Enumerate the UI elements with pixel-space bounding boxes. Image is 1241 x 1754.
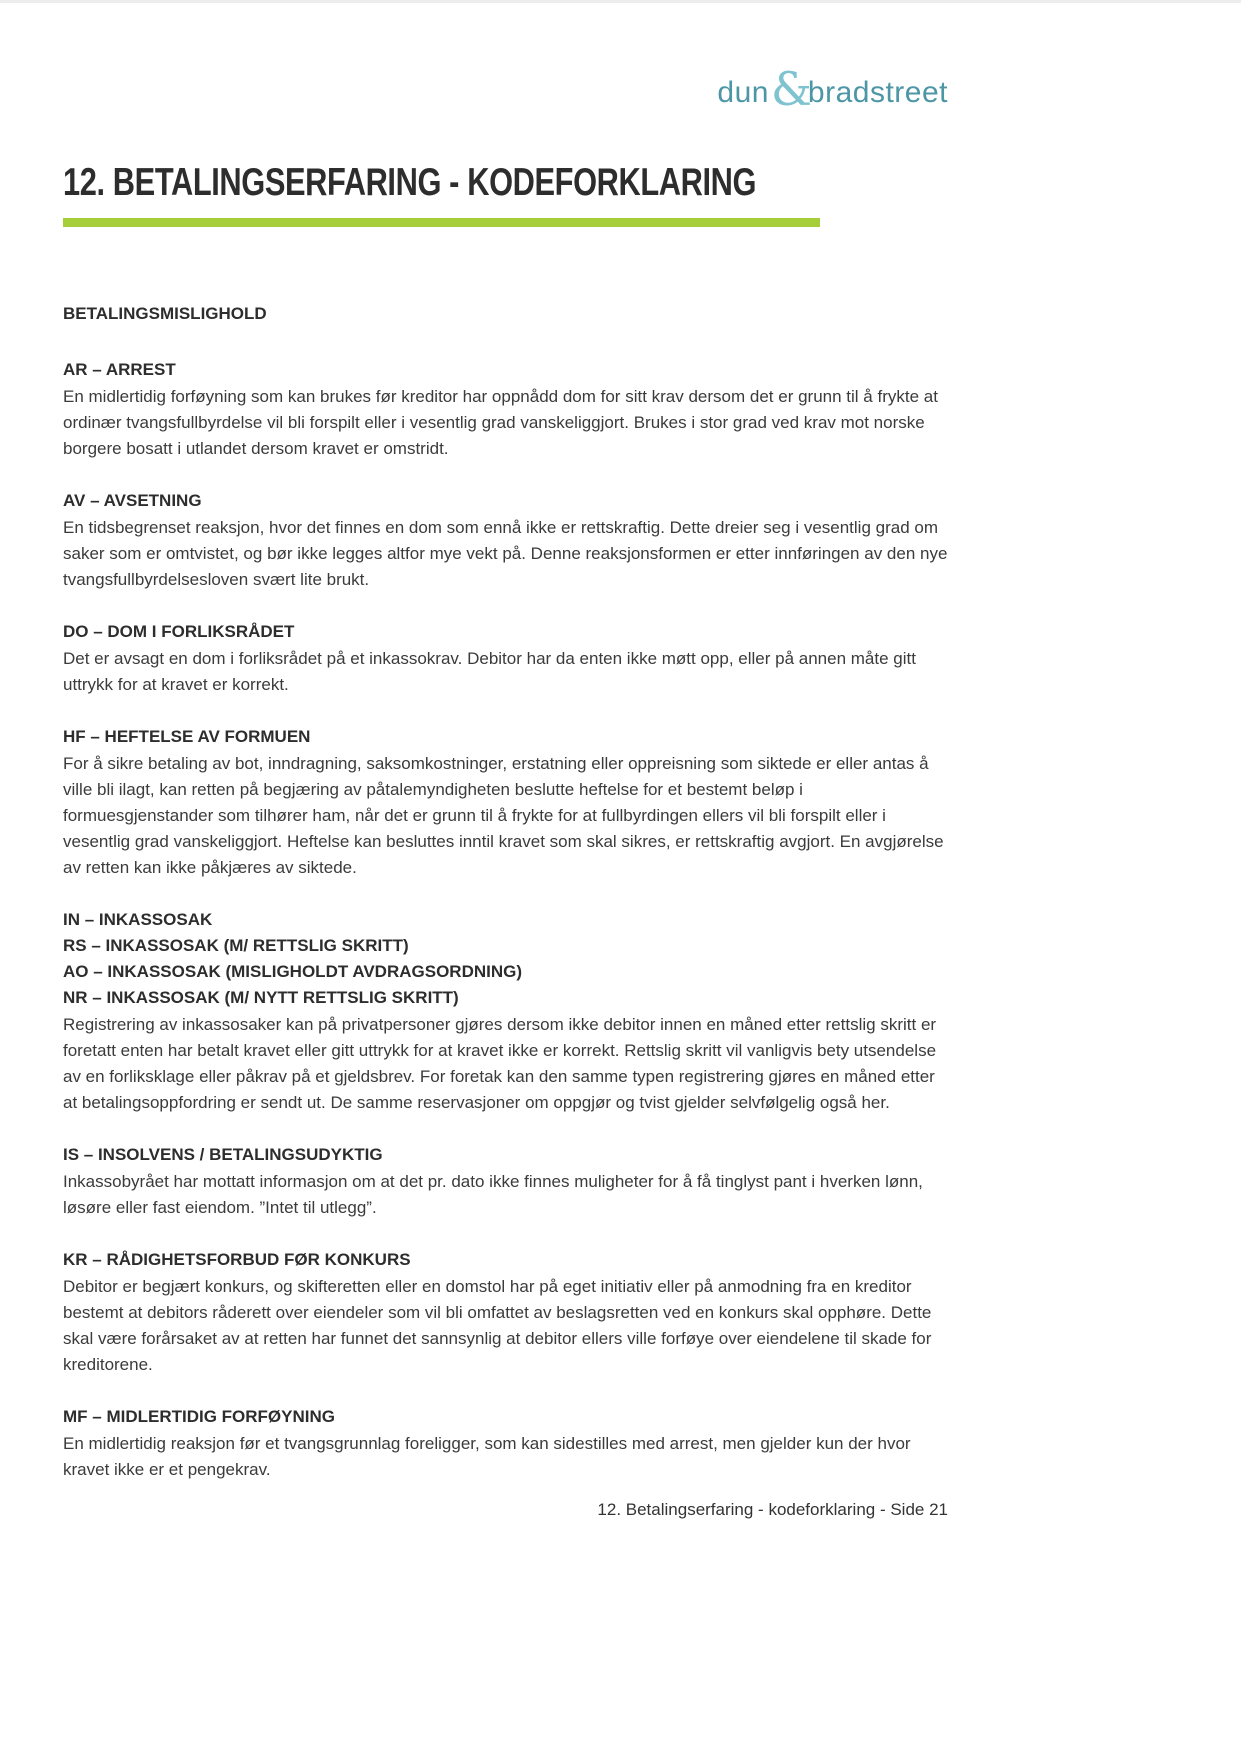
code-heading: HF – HEFTELSE AV FORMUEN [63, 727, 311, 746]
code-heading: KR – RÅDIGHETSFORBUD FØR KONKURS [63, 1250, 411, 1269]
code-body: En midlertidig reaksjon før et tvangsgrunnlag foreligger, som kan sidestilles med arrest, men gjelder kun der hvor kravet ikke er et pengekrav. [63, 1434, 911, 1479]
code-section-kr [63, 1247, 948, 1378]
code-body: Debitor er begjært konkurs, og skifteretten eller en domstol har på eget initiativ eller på anmodning fra en kreditor bestemt at debitors råderett over eiendeler som vil bli omfattet av beslagsretten ved en konkurs skal opphøre. Dette skal være forårsaket av at retten har funnet det sannsynlig at debitor ellers ville forføye over eiendelene til skade for kreditorene. [63, 1277, 932, 1374]
code-heading: NR – INKASSOSAK (M/ NYTT RETTSLIG SKRITT) [63, 988, 459, 1007]
code-body: Registrering av inkassosaker kan på privatpersoner gjøres dersom ikke debitor innen en måned etter rettslig skritt er foretatt enten har betalt kravet eller gitt uttrykk for at kravet ikke er korrekt. Rettslig skritt vil vanligvis bety utsendelse av en forliksklage eller påkrav på et gjeldsbrev. For foretak kan den samme typen registrering gjøres en måned etter at betalingsoppfordring er sendt ut. De samme reservasjoner om oppgjør og tvist gjelder selvfølgelig også her. [63, 1015, 937, 1112]
title-accent-rule [63, 218, 820, 227]
code-body: Inkassobyrået har mottatt informasjon om at det pr. dato ikke finnes muligheter for å få tinglyst pant i hverken lønn, løsøre eller fast eiendom. ”Intet til utlegg”. [63, 1172, 923, 1217]
code-section-mf [63, 1404, 948, 1483]
code-section-hf [63, 724, 948, 881]
logo-text-bradstreet: bradstreet [807, 76, 948, 109]
code-section-is [63, 1142, 948, 1221]
code-heading: AO – INKASSOSAK (MISLIGHOLDT AVDRAGSORDNING) [63, 962, 523, 981]
page-footer: 12. Betalingserfaring - kodeforklaring - Side 21 [597, 1500, 948, 1519]
code-body: En tidsbegrenset reaksjon, hvor det finnes en dom som ennå ikke er rettskraftig. Dette dreier seg i vesentlig grad om saker som er omtvistet, og bør ikke legges altfor mye vekt på. Denne reaksjonsformen er etter innføringen av den nye tvangsfullbyrdelsesloven svært lite brukt. [63, 518, 948, 589]
code-heading: IS – INSOLVENS / BETALINGSUDYKTIG [63, 1145, 383, 1164]
dun-bradstreet-logo [717, 62, 948, 116]
logo-text-dun: dun [717, 76, 769, 109]
code-section-av [63, 488, 948, 593]
code-heading: IN – INKASSOSAK [63, 910, 213, 929]
code-body: Det er avsagt en dom i forliksrådet på et inkassokrav. Debitor har da enten ikke møtt opp, eller på annen måte gitt uttrykk for at kravet er korrekt. [63, 649, 916, 694]
ampersand-icon: & [770, 62, 812, 116]
code-heading: AR – ARREST [63, 360, 176, 379]
code-heading: RS – INKASSOSAK (M/ RETTSLIG SKRITT) [63, 936, 409, 955]
section-header: BETALINGSMISLIGHOLD [63, 304, 267, 323]
code-section-do [63, 619, 948, 698]
code-body: En midlertidig forføyning som kan brukes før kreditor har oppnådd dom for sitt krav dersom det er grunn til å frykte at ordinær tvangsfullbyrdelse vil bli forspilt eller i vesentlig grad vanskeliggjort. Brukes i stor grad ved krav mot norske borgere bosatt i utlandet dersom kravet er omstridt. [63, 387, 938, 458]
code-section-in-rs-ao-nr [63, 907, 948, 1116]
code-heading: AV – AVSETNING [63, 491, 202, 510]
page-title: 12. BETALINGSERFARING - KODEFORKLARING [63, 161, 757, 204]
code-body: For å sikre betaling av bot, inndragning, saksomkostninger, erstatning eller oppreisning som siktede er eller antas å ville bli ilagt, kan retten på begjæring av påtalemyndigheten beslutte heftelse for et bestemt beløp i formuesgjenstander som tilhører ham, når det er grunn til å frykte for at fullbyrdingen ellers vil bli forspilt eller i vesentlig grad vanskeliggjort. Heftelse kan besluttes inntil kravet som skal sikres, er rettskraftig avgjort. En avgjørelse av retten kan ikke påkjæres av siktede. [63, 754, 944, 877]
code-heading: DO – DOM I FORLIKSRÅDET [63, 622, 295, 641]
code-heading: MF – MIDLERTIDIG FORFØYNING [63, 1407, 335, 1426]
code-section-ar [63, 357, 948, 462]
